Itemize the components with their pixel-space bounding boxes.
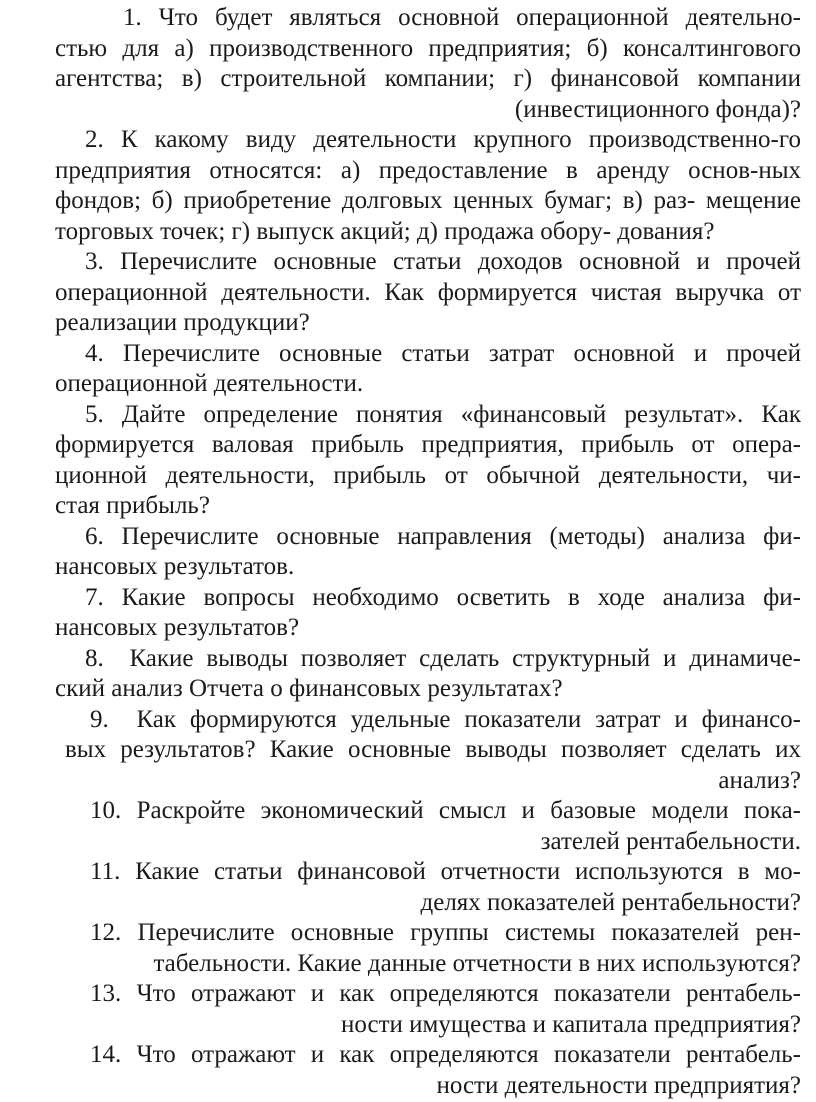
text-line: 12. Перечислите основные группы системы показателей рен- — [90, 919, 801, 946]
question-item-4 — [55, 339, 801, 400]
question-item-12 — [55, 918, 801, 979]
text-line: анализ? — [718, 766, 801, 794]
text-line: ности имущества и капитала предприятия? — [341, 1010, 801, 1038]
text-line: 1. Что будет являться основной операционной деятельно- — [123, 4, 801, 31]
text-line: 11. Какие статьи финансовой отчетности используются в мо- — [90, 858, 801, 885]
text-line: стая прибыль? — [55, 492, 210, 519]
text-line: 4. Перечислите основные статьи затрат основной и прочей — [85, 339, 801, 367]
text-line: фондов; б) приобретение долговых ценных бумаг; в) раз- мещение — [55, 187, 801, 214]
text-line: операционной деятельности. Как формируется чистая выручка от — [55, 278, 801, 306]
text-line: табельности. Какие данные отчетности в них используются? — [153, 949, 801, 977]
question-item-11 — [55, 857, 801, 918]
text-line: 3. Перечислите основные статьи доходов основной и прочей — [85, 248, 801, 275]
question-item-6 — [55, 522, 801, 583]
question-item-9 — [55, 705, 801, 797]
text-line: предприятия относятся: а) предоставление в аренду основ-ных — [55, 156, 801, 184]
text-line: 7. Какие вопросы необходимо осветить в ходе анализа фи- — [85, 583, 801, 611]
text-line: стью для а) производственного предприятия; б) консалтингового — [55, 34, 801, 62]
text-line: нансовых результатов. — [55, 553, 295, 580]
questions-list — [55, 3, 801, 1101]
text-line: ский анализ Отчета о финансовых результатах? — [55, 675, 563, 702]
question-item-14 — [55, 1040, 801, 1101]
text-line: торговых точек; г) выпуск акций; д) продажа обору- дования? — [55, 217, 715, 245]
question-item-13 — [55, 979, 801, 1040]
question-item-2 — [55, 125, 801, 247]
text-line: нансовых результатов? — [55, 614, 300, 641]
text-line: 13. Что отражают и как определяются показатели рентабель- — [90, 980, 801, 1007]
question-item-5 — [55, 400, 801, 522]
text-line: ционной деятельности, прибыль от обычной деятельности, чи- — [55, 461, 801, 489]
text-line: 8. Какие выводы позволяет сделать структурный и динамиче- — [85, 644, 801, 672]
text-line: агентства; в) строительной компании; г) финансовой компании — [55, 65, 801, 92]
question-item-10 — [55, 796, 801, 857]
question-item-1 — [55, 3, 801, 125]
text-line: формируется валовая прибыль предприятия, прибыль от опера- — [55, 431, 801, 458]
question-item-7 — [55, 583, 801, 644]
text-line: ности деятельности предприятия? — [436, 1071, 801, 1099]
text-line: делях показателей рентабельности? — [420, 888, 801, 916]
text-line: зателей рентабельности. — [540, 827, 801, 855]
text-line: (инвестиционного фонда)? — [514, 95, 801, 123]
text-line: 5. Дайте определение понятия «финансовый результат». Как — [85, 400, 801, 428]
text-line: реализации продукции? — [55, 309, 310, 336]
text-line: 10. Раскройте экономический смысл и базовые модели пока- — [90, 797, 801, 824]
text-line: 9. Как формируются удельные показатели затрат и финансо- — [90, 705, 801, 733]
text-line: 2. К какому виду деятельности крупного производственно-го — [85, 126, 801, 153]
question-item-8 — [55, 644, 801, 705]
text-line: 6. Перечислите основные направления (методы) анализа фи- — [85, 522, 801, 550]
text-line: операционной деятельности. — [55, 370, 364, 397]
question-item-3 — [55, 247, 801, 339]
text-line: вых результатов? Какие основные выводы позволяет сделать их — [65, 736, 801, 763]
text-line: 14. Что отражают и как определяются показатели рентабель- — [90, 1041, 801, 1068]
